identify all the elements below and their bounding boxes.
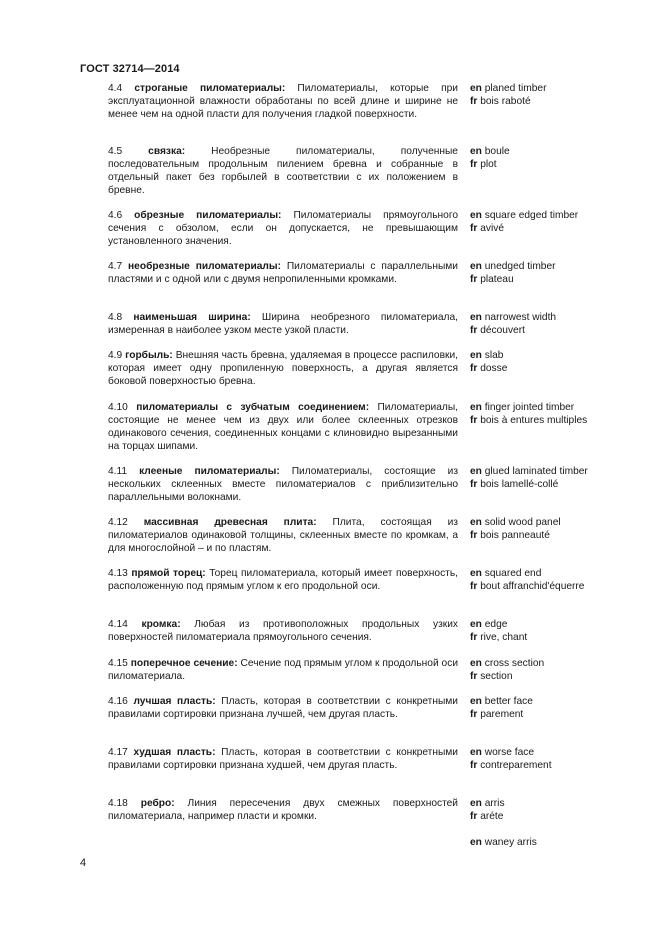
term-number: 4.12: [108, 517, 128, 528]
term-definition: [108, 465, 458, 504]
fr-equivalent: [470, 95, 650, 108]
fr-term: plot: [480, 159, 497, 171]
term-equivalents: [470, 209, 650, 235]
definition-text: Ширина необрезного пиломатериала, измеренная в наиболее узком месте узкой пласти.: [108, 312, 458, 337]
term-number: 4.6: [108, 210, 123, 221]
term-number: 4.16: [108, 696, 128, 707]
term-equivalents: [470, 836, 650, 849]
term-equivalents: [470, 657, 650, 683]
fr-term: rive, chant: [480, 632, 528, 644]
fr-label: fr: [470, 811, 478, 823]
en-term: arris: [484, 798, 505, 809]
fr-term: plateau: [480, 274, 514, 286]
en-label: en: [470, 658, 482, 669]
term-equivalents: [470, 401, 650, 427]
fr-term: section: [480, 671, 513, 683]
en-equivalent: [470, 516, 650, 529]
fr-term: aréte: [480, 811, 504, 823]
en-term: planed timber: [484, 83, 547, 94]
term-name: строганые пиломатериалы:: [134, 83, 286, 94]
en-equivalent: [470, 746, 650, 759]
term-name: клееные пиломатериалы:: [139, 466, 280, 477]
term-number: 4.15: [108, 658, 128, 669]
term-definition: [108, 349, 458, 388]
fr-label: fr: [470, 96, 478, 108]
term-name: прямой торец:: [131, 568, 206, 579]
term-equivalents: [470, 349, 650, 375]
fr-equivalent: [470, 580, 650, 593]
fr-equivalent: [470, 529, 650, 542]
term-equivalents: [470, 797, 650, 823]
term-name: поперечное сечение:: [130, 658, 238, 669]
term-number: 4.4: [108, 83, 123, 94]
fr-label: fr: [470, 223, 478, 235]
term-number: 4.8: [108, 312, 123, 323]
fr-label: fr: [470, 415, 478, 427]
fr-equivalent: [470, 158, 650, 171]
term-definition: [108, 82, 458, 121]
term-number: 4.5: [108, 146, 123, 157]
en-label: en: [470, 83, 482, 94]
term-equivalents: [470, 260, 650, 286]
term-name: горбыль:: [125, 350, 173, 361]
fr-equivalent: [470, 759, 650, 772]
term-equivalents: [470, 145, 650, 171]
en-label: en: [470, 466, 482, 477]
fr-equivalent: [470, 222, 650, 235]
term-number: 4.18: [108, 798, 128, 809]
fr-label: fr: [470, 581, 478, 593]
page-number: 4: [80, 857, 87, 869]
fr-equivalent: [470, 810, 650, 823]
en-term: edge: [484, 619, 508, 630]
fr-equivalent: [470, 273, 650, 286]
term-number: 4.17: [108, 747, 128, 758]
definition-text: Любая из противоположных продольных узких поверхностей пиломатериала прямоугольного сечения.: [108, 619, 458, 644]
en-equivalent: [470, 657, 650, 670]
en-label: en: [470, 312, 482, 323]
fr-equivalent: [470, 631, 650, 644]
term-name: лучшая пласть:: [133, 696, 216, 707]
fr-label: fr: [470, 363, 478, 375]
en-label: en: [470, 146, 482, 157]
en-label: en: [470, 619, 482, 630]
term-name: кромка:: [141, 619, 181, 630]
en-term: narrowest width: [484, 312, 557, 323]
en-label: en: [470, 696, 482, 707]
term-equivalents: [470, 516, 650, 542]
fr-term: bois lamellé-collé: [480, 479, 559, 491]
en-equivalent: [470, 145, 650, 158]
term-name: ребро:: [140, 798, 175, 809]
term-definition: [108, 657, 458, 683]
en-label: en: [470, 350, 482, 361]
fr-term: dosse: [480, 363, 508, 375]
en-equivalent: [470, 82, 650, 95]
fr-label: fr: [470, 530, 478, 542]
fr-label: fr: [470, 159, 478, 171]
term-number: 4.10: [108, 402, 128, 413]
definition-text: Торец пиломатериала, который имеет поверхность, расположенную под прямым углом к его продольной оси.: [108, 568, 458, 593]
fr-equivalent: [470, 670, 650, 683]
fr-equivalent: [470, 362, 650, 375]
term-definition: [108, 746, 458, 772]
term-definition: [108, 145, 458, 197]
term-number: 4.7: [108, 261, 123, 272]
definition-text: Пиломатериалы, состоящие из нескольких склеенных вместе пиломатериалов с приблизительно параллельными волокнами.: [108, 466, 458, 504]
term-name: связка:: [148, 146, 186, 157]
fr-label: fr: [470, 274, 478, 286]
en-equivalent: [470, 311, 650, 324]
en-term: solid wood panel: [484, 517, 561, 528]
fr-label: fr: [470, 325, 478, 337]
definition-text: Пиломатериалы с параллельными пластями и с одной или с двумя непропиленными кромками.: [108, 261, 458, 286]
document-header: ГОСТ 32714—2014: [80, 63, 180, 75]
definition-text: Пласть, которая в соответствии с конкретными правилами сортировки признана лучшей, чем другая пласть.: [108, 696, 458, 721]
definition-text: Плита, состоящая из пиломатериалов одинаковой толщины, склеенных вместе по кромкам, а для многослойной – и по пластям.: [108, 517, 458, 555]
en-equivalent: [470, 618, 650, 631]
term-definition: [108, 260, 458, 286]
definition-text: Пиломатериалы прямоугольного сечения с обзолом, если он допускается, не превышающим установленного значения.: [108, 210, 458, 248]
fr-label: fr: [470, 760, 478, 772]
fr-term: bout affranchid'équerre: [480, 581, 585, 593]
en-label: en: [470, 798, 482, 809]
en-equivalent: [470, 797, 650, 810]
fr-term: bois raboté: [480, 96, 531, 108]
en-label: en: [470, 210, 482, 221]
fr-term: bois à entures multiples: [480, 415, 588, 427]
fr-term: découvert: [480, 325, 525, 337]
term-equivalents: [470, 82, 650, 108]
definition-text: Необрезные пиломатериалы, полученные последовательным продольным пилением бревна и собранные в отдельный пакет без горбылей в соответствии с их положением в бревне.: [108, 146, 458, 197]
term-equivalents: [470, 567, 650, 593]
en-label: en: [470, 517, 482, 528]
term-name: массивная древесная плита:: [143, 517, 317, 528]
fr-equivalent: [470, 708, 650, 721]
en-equivalent: [470, 401, 650, 414]
en-equivalent: [470, 695, 650, 708]
definition-text: Пиломатериалы, которые при эксплуатационной влажности обработаны по всей длине и ширине не менее чем на одной пласти для получения гладкой поверхности.: [108, 83, 458, 121]
en-term: waney arris: [484, 837, 537, 848]
en-equivalent: [470, 260, 650, 273]
en-equivalent: [470, 567, 650, 580]
term-name: обрезные пиломатериалы:: [134, 210, 282, 221]
term-equivalents: [470, 618, 650, 644]
term-number: 4.9: [108, 350, 123, 361]
en-equivalent: [470, 836, 650, 849]
definition-text: Сечение под прямым углом к продольной оси пиломатериала.: [108, 658, 459, 683]
fr-label: fr: [470, 671, 478, 683]
fr-label: fr: [470, 479, 478, 491]
fr-label: fr: [470, 709, 478, 721]
fr-term: bois panneauté: [480, 530, 550, 542]
en-term: square edged timber: [484, 210, 579, 221]
term-definition: [108, 209, 458, 248]
term-name: пиломатериалы с зубчатым соединением:: [136, 402, 370, 413]
en-equivalent: [470, 349, 650, 362]
term-number: 4.14: [108, 619, 128, 630]
definition-text: Внешняя часть бревна, удаляемая в процессе распиловки, которая имеет одну пропиленную поверхность, а другая является боковой поверхностью бревна.: [108, 350, 458, 388]
en-term: unedged timber: [484, 261, 556, 272]
term-name: худшая пласть:: [133, 747, 216, 758]
definition-text: Пиломатериалы, состоящие не менее чем из двух или более склеенных отрезков одинакового сечения, соединенных концами с клиновидно вырезанными на торцах шипами.: [108, 402, 458, 453]
en-label: en: [470, 837, 482, 848]
en-term: cross section: [484, 658, 545, 669]
definition-text: Линия пересечения двух смежных поверхностей пиломатериала, например пласти и кромки.: [108, 798, 458, 823]
term-definition: [108, 311, 458, 337]
en-term: worse face: [484, 747, 534, 758]
term-name: необрезные пиломатериалы:: [128, 261, 281, 272]
term-equivalents: [470, 465, 650, 491]
en-term: slab: [484, 350, 504, 361]
en-term: better face: [484, 696, 533, 707]
definition-text: Пласть, которая в соответствии с конкретными правилами сортировки признана худшей, чем другая пласть.: [108, 747, 458, 772]
fr-term: parement: [480, 709, 524, 721]
en-term: boule: [484, 146, 510, 157]
en-equivalent: [470, 465, 650, 478]
term-definition: [108, 618, 458, 644]
term-number: 4.13: [108, 568, 128, 579]
term-name: наименьшая ширина:: [133, 312, 251, 323]
term-equivalents: [470, 695, 650, 721]
term-definition: [108, 797, 458, 823]
term-definition: [108, 516, 458, 555]
fr-equivalent: [470, 324, 650, 337]
term-definition: [108, 401, 458, 453]
term-definition: [108, 567, 458, 593]
en-term: finger jointed timber: [484, 402, 575, 413]
en-label: en: [470, 402, 482, 413]
fr-term: contreparement: [480, 760, 552, 772]
fr-term: avivé: [480, 223, 504, 235]
term-equivalents: [470, 746, 650, 772]
term-definition: [108, 695, 458, 721]
en-label: en: [470, 747, 482, 758]
fr-equivalent: [470, 478, 650, 491]
fr-equivalent: [470, 414, 650, 427]
en-equivalent: [470, 209, 650, 222]
en-term: glued laminated timber: [484, 466, 588, 477]
term-number: 4.11: [108, 466, 128, 477]
fr-label: fr: [470, 632, 478, 644]
en-term: squared end: [484, 568, 542, 579]
en-label: en: [470, 261, 482, 272]
term-equivalents: [470, 311, 650, 337]
en-label: en: [470, 568, 482, 579]
